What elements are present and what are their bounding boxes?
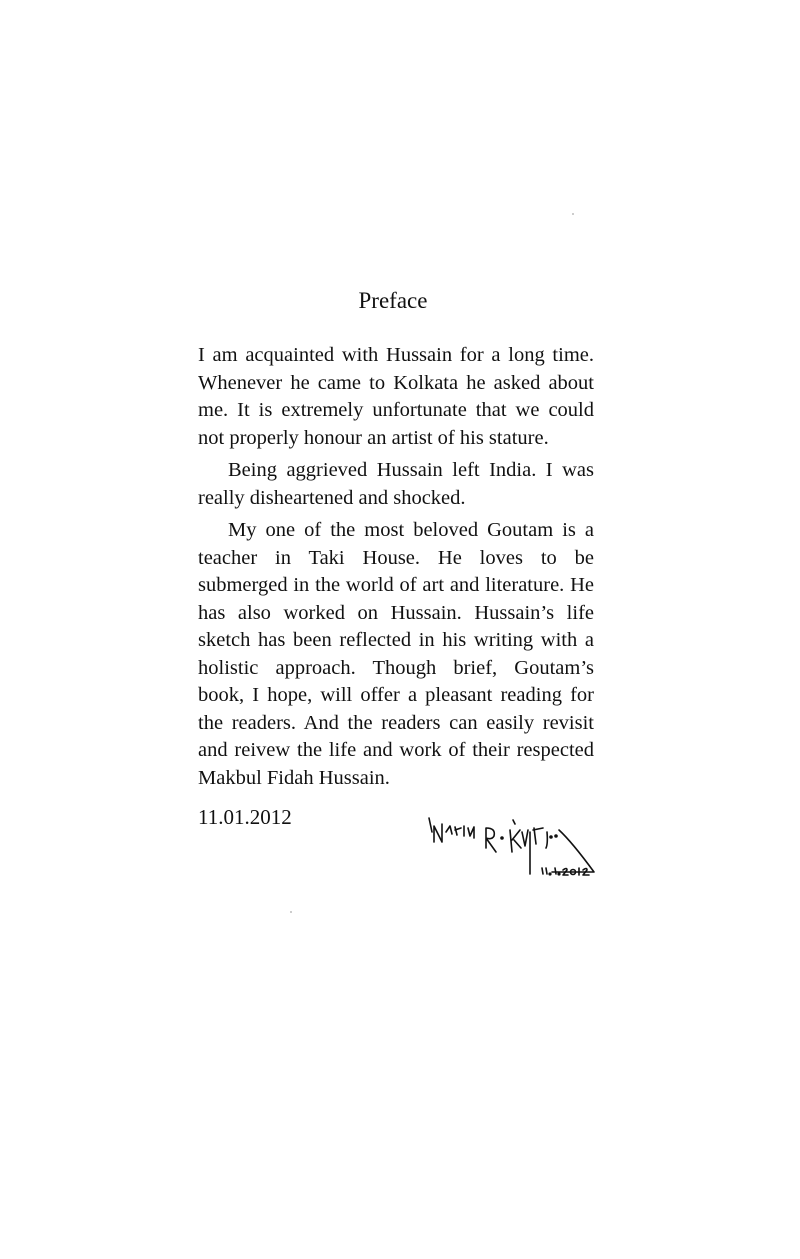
paper-speck: [572, 213, 574, 215]
paragraph-2: Being aggrieved Hussain left India. I was really disheartened and shocked.: [198, 459, 594, 509]
paper-speck: [290, 911, 292, 913]
handwritten-signature: [422, 808, 602, 888]
preface-body: [198, 342, 594, 797]
paragraph-1: I am acquainted with Hussain for a long time. Whenever he came to Kolkata he asked about me. It is extremely unfortunate that we could not properly honour an artist of his stature.: [198, 344, 594, 449]
preface-date: 11.01.2012: [198, 805, 292, 829]
page-title: Preface: [358, 288, 428, 313]
paragraph-3: My one of the most beloved Goutam is a teacher in Taki House. He loves to be submerged in the world of art and literature. He has also worked on Hussain. Hussain’s life sketch has been reflected in his writing with a holistic approach. Though brief, Goutam’s book, I hope, will offer a pleasant reading for the readers. And the readers can easily revisit and reivew the life and work of their respected Makbul Fidah Hussain.: [198, 519, 594, 789]
